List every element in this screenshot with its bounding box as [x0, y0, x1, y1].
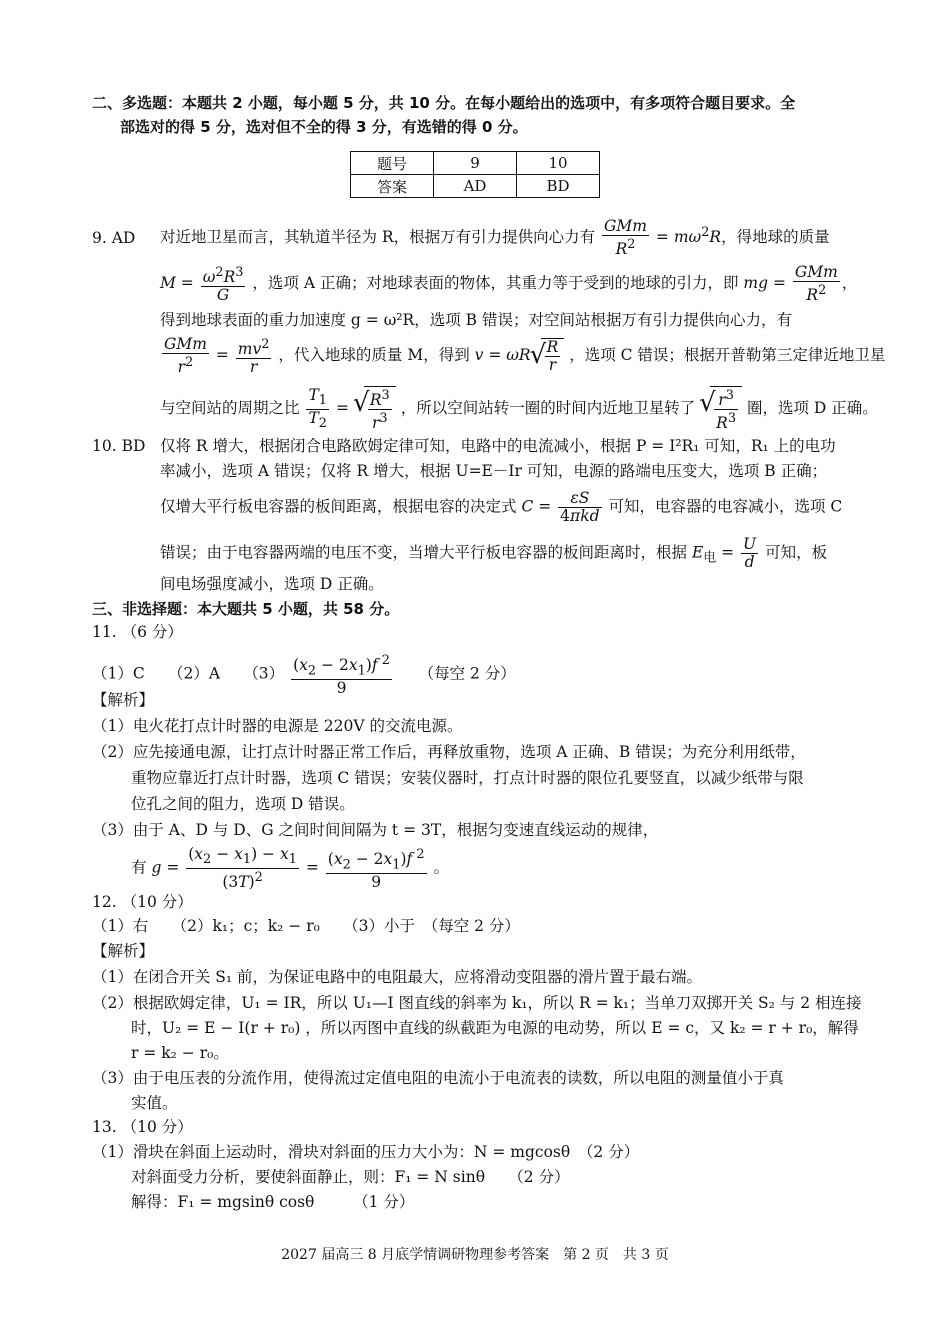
q9-label: 9. AD	[92, 229, 136, 247]
answer-table	[350, 151, 600, 198]
text: （1）C （2）A （3）	[92, 664, 285, 683]
q9-line-1: 对近地卫星而言，其轨道半径为 R，根据万有引力提供向心力有 $\frac{\text{GMm}}{R^2}$ = $m\omega^2R$，得地球的质量	[160, 217, 830, 259]
q11-answers	[92, 652, 516, 697]
formula: √ $\frac{R^3}{r^3}$	[364, 386, 396, 432]
text: ，选项 C 错误；根据开普勒第三定律近地卫星	[569, 346, 886, 365]
formula: $\frac{\text{GMm}}{R^2}$	[794, 263, 838, 305]
formula: $\frac{\varepsilon S}{\text{4πkd}}$	[560, 489, 600, 525]
page-footer: 2027 届高三 8 月底学情调研物理参考答案 第 2 页 共 3 页	[281, 1247, 669, 1263]
q11-p3a: （3）由于 A、D 与 D、G 之间时间间隔为 t = 3T，根据匀变速直线运动的规律，	[92, 821, 659, 839]
q11-p2a: （2）应先接通电源，让打点计时器正常工作后，再释放重物，选项 A 正确、B 错误；为充分利用纸带，	[92, 743, 806, 761]
text: 可知，板	[765, 543, 828, 562]
q9-line-5: 与空间站的周期之比 $\frac{T_1}{T_2}$ = √ $\frac{R^3}{r^3}$ ，所以空间站转一圈的时间内近地卫星转了 √ $\frac{r^3}{R^3}$ 圈，选项 D 正确。	[160, 386, 878, 432]
table-cell: 10	[517, 152, 600, 175]
formula: $\frac{mv^2}{r}$	[237, 337, 270, 377]
q11-p3b: 有 g = $\frac{(x_2 - x_1) - x_1}{(3T)^2}$ = $\frac{(x_2 - 2x_1)f ^2}{9}$ 。	[131, 845, 450, 892]
text: ，所以空间站转一圈的时间内近地卫星转了	[400, 399, 696, 418]
formula: $\frac{\omega^2R^3}{G}$	[202, 265, 244, 305]
text: （每空 2 分）	[418, 664, 516, 683]
q11-p1: （1）电火花打点计时器的电源是 220V 的交流电源。	[92, 717, 463, 735]
q12-answers: （1）右 （2）k₁；c；k₂ − r₀ （3）小于 （每空 2 分）	[92, 917, 520, 935]
formula: $\frac{(x_2 - 2x_1)f ^2}{9}$	[293, 653, 390, 698]
q10-line-2: 率减小，选项 A 错误；仅将 R 增大，根据 U=E－Ir 可知，电源的路端电压变大，选项 B 正确；	[160, 462, 828, 480]
formula: $\frac{\text{GMm}}{R^2}$	[604, 217, 647, 259]
text: 对近地卫星而言，其轨道半径为 R，根据万有引力提供向心力有	[160, 228, 596, 247]
section-header-multi-choice-cont: 部选对的得 5 分，选对但不全的得 3 分，有选错的得 0 分。	[120, 118, 528, 136]
table-row	[351, 152, 600, 175]
q12-title: 12. （10 分）	[92, 893, 193, 911]
text: 仅增大平行板电容器的板间距离，根据电容的决定式	[160, 497, 517, 516]
q10-label: 10. BD	[92, 437, 146, 455]
table-cell: AD	[434, 175, 517, 198]
section-header-non-choice: 三、非选择题：本大题共 5 小题，共 58 分。	[92, 600, 400, 618]
q13-title: 13. （10 分）	[92, 1118, 193, 1136]
q10-line-4: 错误；由于电容器两端的电压不变，当增大平行板电容器的板间距离时，根据 $E_电$ = $\frac{U}{d}$ 可知，板	[160, 535, 828, 571]
q13-p1: （1）滑块在斜面上运动时，滑块对斜面的压力大小为：N = mgcosθ （2 分）	[92, 1143, 640, 1161]
q11-p2c: 位孔之间的阻力，选项 D 错误。	[131, 795, 355, 813]
q13-p2: 对斜面受力分析，要使斜面静止，则：F₁ = N sinθ （2 分）	[131, 1168, 570, 1186]
text: 可知，电容器的电容减小，选项 C	[608, 497, 843, 516]
q10-line-1: 仅将 R 增大，根据闭合电路欧姆定律可知，电路中的电流减小，根据 P = I²R₁ 可知，R₁ 上的电功	[160, 437, 836, 455]
q12-p3b: 实值。	[131, 1094, 178, 1112]
section-header-multi-choice: 二、多选题：本题共 2 小题，每小题 5 分，共 10 分。在每小题给出的选项中，有多项符合题目要求。全	[92, 94, 796, 112]
text: 。	[433, 858, 450, 877]
table-cell: 题号	[351, 152, 434, 175]
formula: √ $\frac{R}{r}$	[541, 338, 565, 374]
text: 错误；由于电容器两端的电压不变，当增大平行板电容器的板间距离时，根据	[160, 543, 688, 562]
formula: $\frac{U}{d}$	[743, 535, 757, 571]
formula: $\frac{\text{GMm}}{r^2}$	[164, 335, 207, 377]
text: 与空间站的周期之比	[160, 399, 300, 418]
q12-p3a: （3）由于电压表的分流作用，使得流过定值电阻的电流小于电流表的读数，所以电阻的测量值小于真	[92, 1069, 784, 1087]
text: ，选项 A 正确；对地球表面的物体，其重力等于受到的地球的引力，即	[252, 274, 739, 293]
q12-p2a: （2）根据欧姆定律，U₁ = IR，所以 U₁—I 图直线的斜率为 k₁，所以 R = k₁；当单刀双掷开关 S₂ 与 2 相连接	[92, 994, 862, 1012]
text: ，得地球的质量	[721, 228, 830, 247]
text: 有	[131, 858, 147, 877]
table-cell: 答案	[351, 175, 434, 198]
q11-analysis-label: 【解析】	[92, 691, 155, 709]
formula: $\frac{T_1}{T_2}$	[308, 385, 328, 431]
q12-p1: （1）在闭合开关 S₁ 前，为保证电路中的电阻最大，应将滑动变阻器的滑片置于最右端。	[92, 968, 703, 986]
table-cell: 9	[434, 152, 517, 175]
q9-line-3: 得到地球表面的重力加速度 g = ω²R，选项 B 错误；对空间站根据万有引力提供向心力，有	[160, 311, 792, 329]
q12-analysis-label: 【解析】	[92, 942, 155, 960]
q9-line-4: $\frac{\text{GMm}}{r^2}$ = $\frac{mv^2}{r}$ ，代入地球的质量 M，得到 v = ωR √ $\frac{R}{r}$ ，选项 C 错误；根据开普勒第三定律近地卫星	[160, 336, 885, 376]
q11-title: 11. （6 分）	[92, 623, 183, 641]
q13-p3: 解得：F₁ = mgsinθ cosθ （1 分）	[131, 1193, 415, 1211]
q11-p2b: 重物应靠近打点计时器，选项 C 错误；安装仪器时，打点计时器的限位孔要竖直，以减少纸带与限	[131, 769, 804, 787]
table-cell: BD	[517, 175, 600, 198]
table-row	[351, 175, 600, 198]
formula: $\frac{(x_2 - 2x_1)f ^2}{9}$	[327, 847, 425, 892]
q10-line-3: 仅增大平行板电容器的板间距离，根据电容的决定式 C = $\frac{\varepsilon S}{\text{4πkd}}$ 可知，电容器的电容减小，选项 C	[160, 489, 843, 525]
q10-line-5: 间电场强度减小，选项 D 正确。	[160, 575, 384, 593]
q12-p2c: r = k₂ − r₀。	[131, 1044, 229, 1062]
formula: $\frac{(x_2 - x_1) - x_1}{(3T)^2}$	[188, 845, 297, 892]
text: 圈，选项 D 正确。	[746, 399, 878, 418]
formula: √ $\frac{r^3}{R^3}$	[710, 386, 742, 432]
q12-p2b: 时，U₂ = E − I(r + r₀) ，所以丙图中直线的纵截距为电源的电动势，所以 E = c，又 k₂ = r + r₀，解得	[131, 1019, 859, 1037]
text: ，代入地球的质量 M，得到	[278, 346, 470, 365]
q9-line-2: M = $\frac{\omega^2R^3}{G}$ ，选项 A 正确；对地球表面的物体，其重力等于受到的地球的引力，即 mg = $\frac{\text{GMm}}{R^2}$ ，	[160, 263, 858, 305]
